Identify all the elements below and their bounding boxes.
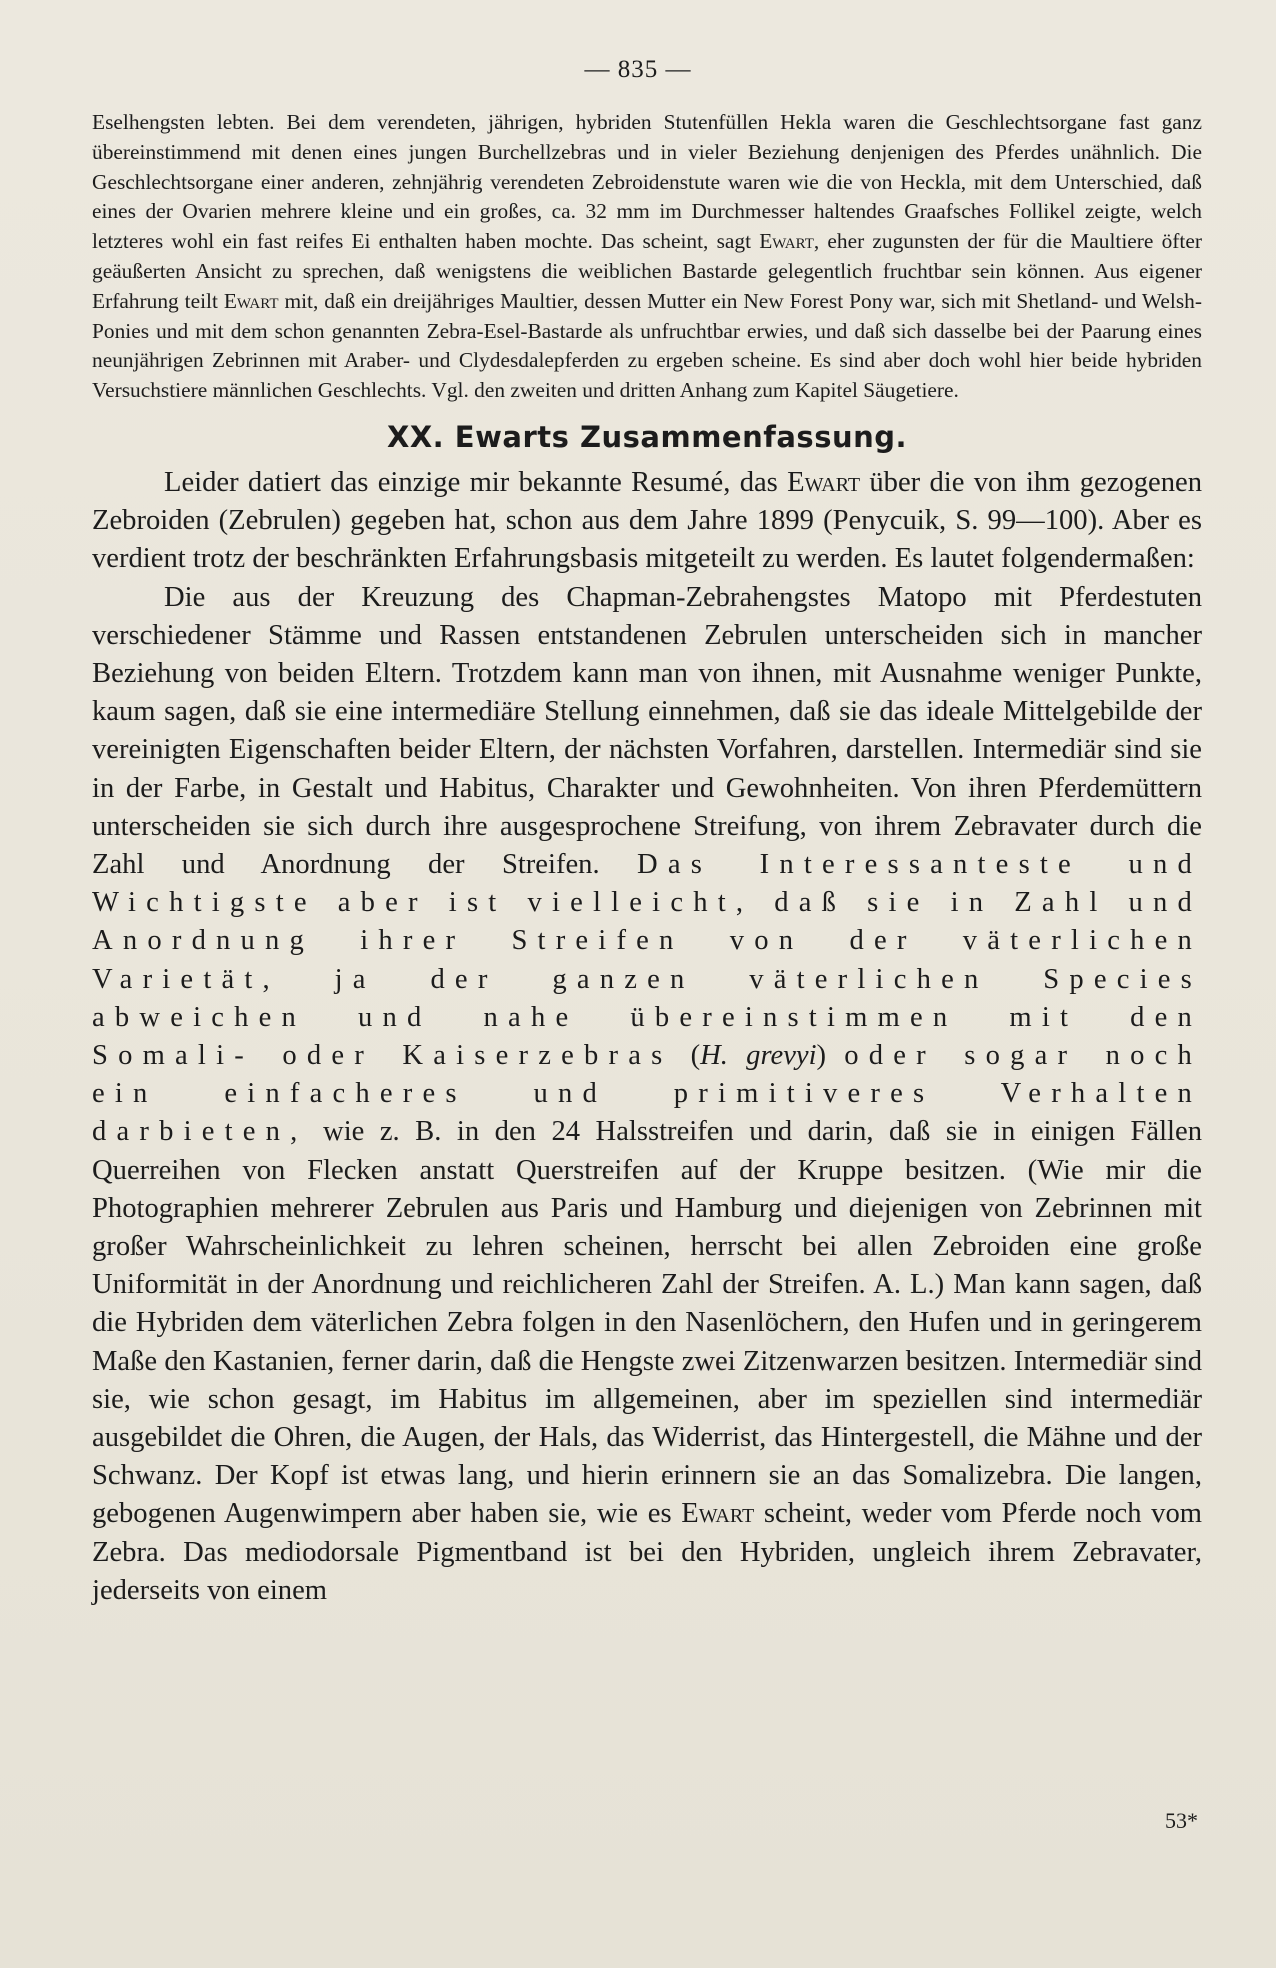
text-column [92, 108, 1202, 1610]
footnote-paragraph [92, 108, 1202, 406]
paragraph-text: Die aus der Kreuzung des Chapman-Zebrahengstes Matopo mit Pferdestuten verschiedener Stämme und Rassen entstandenen Zebrulen unterscheiden sich in mancher Beziehung von beiden Eltern. Trotzdem kann man von ihnen, mit Ausnahme weniger Punkte, kaum sagen, daß sie eine intermediäre Stellung einnehmen, daß sie das ideale Mittelgebilde der vereinigten Eigenschaften beider Eltern, der nächsten Vorfahren, darstellen. Intermediär sind sie in der Farbe, in Gestalt und Habitus, Charakter und Gewohnheiten. Von ihren Pferdemüttern unterscheiden sie sich durch ihre ausgesprochene Streifung, von ihrem Zebravater durch die Zahl und Anordnung der Streifen. [92, 581, 1202, 880]
footnote-text: Eselhengsten lebten. Bei dem verendeten, jährigen, hybriden Stutenfüllen Hekla waren die Geschlechtsorgane fast ganz übereinstimmend mit denen eines jungen Burchellzebras und in vieler Beziehung denjenigen des Pferdes unähnlich. Die Geschlechtsorgane einer anderen, zehnjährig verendeten Zebroidenstute waren wie die von Heckla, mit dem Unterschied, daß eines der Ovarien mehrere kleine und ein großes, ca. 32 mm im Durchmesser haltendes Graafsches Follikel zeigte, welch letzteres wohl ein fast reifes Ei enthalten haben mochte. Das scheint, sagt [92, 110, 1202, 254]
paragraph-text: wie z. B. in den 24 Halsstreifen und darin, daß sie in einigen Fällen Querreihen von Flecken anstatt Querstreifen auf der Kruppe besitzen. (Wie mir die Photographien mehrerer Zebrulen aus Paris und Hamburg und diejenigen von Zebrinnen mit großer Wahrscheinlichkeit zu lehren scheinen, herrscht bei allen Zebroiden eine große Uniformität in der Anordnung und reichlicheren Zahl der Streifen. A. L.) Man kann sagen, daß die Hybriden dem väterlichen Zebra folgen in den Nasenlöchern, den Hufen und in geringerem Maße den Kastanien, ferner darin, daß die Hengste zwei Zitzenwarzen besitzen. Intermediär sind sie, wie schon gesagt, im Habitus im allgemeinen, aber im speziellen sind intermediär ausgebildet die Ohren, die Augen, der Hals, das Widerrist, das Hintergestell, die Mähne und der Schwanz. Der Kopf ist etwas lang, und hierin erinnern sie an das Somalizebra. Die langen, gebogenen Augenwimpern aber haben sie, wie es [92, 1116, 1202, 1530]
paragraph-text: Leider datiert das einzige mir bekannte Resumé, das [164, 466, 788, 498]
main-text [92, 464, 1202, 1610]
emphasized-text: Das Interessanteste und Wichtigste aber ist vielleicht, daß sie in Zahl und Anordnung ihrer Streifen von der väterlichen Varietät, ja der ganzen väterlichen Species abweichen und nahe übereinstimmen mit den Somali- oder Kaiserzebras [92, 849, 1202, 1072]
paragraph-text: über die von ihm gezogenen Zebroiden (Zebrulen) gegeben hat, schon aus dem Jahre 1899 (Penycuik, S. 99—100). Aber es verdient trotz der beschränkten Erfahrungsbasis mitgeteilt zu werden. Es lautet folgendermaßen: [92, 466, 1202, 575]
species-name: H. grevyi [700, 1040, 817, 1072]
paragraph-text: ( [672, 1040, 701, 1072]
footnote-block [92, 108, 1202, 406]
paragraph-text: ) [816, 1040, 845, 1072]
author-name: Ewart [787, 466, 861, 498]
emphasized-text: oder sogar noch ein einfacheres und primitiveres Verhalten darbieten, [92, 1040, 1203, 1148]
paragraph [92, 464, 1202, 579]
section-heading: XX. Ewarts Zusammenfassung. [386, 419, 908, 454]
page-number: — 835 — [584, 56, 692, 83]
author-name: Ewart [681, 1498, 755, 1530]
paragraph [92, 579, 1202, 1610]
paragraph-text: scheint, weder vom Pferde noch vom Zebra. Das mediodorsale Pigmentband ist bei den Hybriden, ungleich ihrem Zebravater, jederseits von einem [92, 1498, 1202, 1606]
author-name: Ewart [759, 229, 814, 254]
footnote-text: , eher zugunsten der für die Maultiere öfter geäußerten Ansicht zu sprechen, daß wenigstens die weiblichen Bastarde gelegentlich fruchtbar sein können. Aus eigener Erfahrung teilt [92, 229, 1202, 313]
footnote-text: mit, daß ein dreijähriges Maultier, dessen Mutter ein New Forest Pony war, sich mit Shetland- und Welsh-Ponies und mit dem schon genannten Zebra-Esel-Bastarde als unfruchtbar erwies, und daß sich dasselbe bei der Paarung eines neunjährigen Zebrinnen mit Araber- und Clydesdalepferden zu ergeben scheine. Es sind aber doch wohl hier beide hybriden Versuchstiere männlichen Geschlechts. Vgl. den zweiten und dritten Anhang zum Kapitel Säugetiere. [92, 288, 1202, 403]
author-name: Ewart [223, 288, 279, 313]
printer-signature: 53* [1165, 1808, 1198, 1833]
